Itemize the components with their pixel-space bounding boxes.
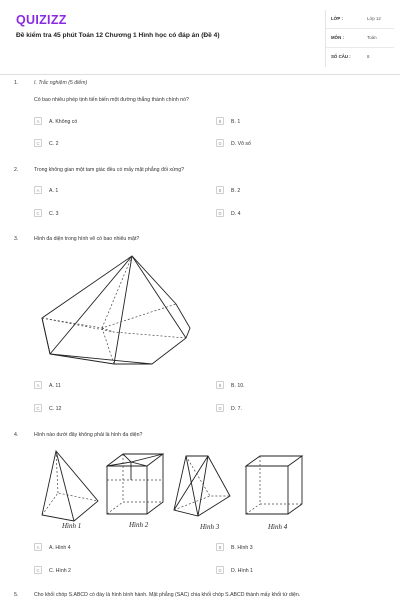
figure-label: Hình 2	[129, 521, 149, 529]
figure-label: Hình 4	[268, 523, 288, 531]
option-label: A. Hình 4	[49, 544, 71, 551]
question-text: Có bao nhiêu phép tịnh tiến biến một đường thẳng thành chính nó?	[34, 97, 189, 103]
option-label: D. 4	[231, 210, 241, 217]
option-label: C. 2	[49, 140, 59, 147]
option-label: C. 3	[49, 210, 59, 217]
option-letter-box: B	[216, 543, 224, 551]
meta-row-count	[326, 48, 394, 66]
option-letter-box: C	[34, 209, 42, 217]
question-number: 5.	[14, 592, 19, 598]
option-label: A. 11	[49, 382, 61, 389]
option-label: B. 1	[231, 118, 241, 125]
option-letter-box: C	[34, 566, 42, 574]
option-label: C. 12	[49, 405, 62, 412]
option-letter-box: A	[34, 543, 42, 551]
polyhedron-figure	[36, 252, 206, 372]
option-label: D. Hình 1	[231, 567, 253, 574]
option-letter-box: D	[216, 139, 224, 147]
question-text: Cho khối chóp S.ABCD có đáy là hình bình hành. Mặt phẳng (SAC) chia khối chóp S.ABCD thành mấy khối tứ diện.	[34, 592, 301, 598]
section-title: I. Trắc nghiệm (5 điểm)	[34, 80, 88, 86]
figure-label: Hình 1	[62, 522, 82, 530]
meta-label: SỐ CÂU :	[331, 54, 351, 59]
question-number: 1.	[14, 80, 19, 86]
meta-value: 8	[367, 54, 370, 59]
option-letter-box: C	[34, 139, 42, 147]
meta-value: Lớp 12	[367, 16, 381, 21]
worksheet-header	[0, 0, 400, 74]
figure-label: Hình 3	[200, 523, 220, 531]
quizizz-logo: QUIZIZZ	[16, 13, 67, 27]
option-label: A. Không có	[49, 118, 78, 125]
option-letter-box: C	[34, 404, 42, 412]
meta-label: MÔN :	[331, 35, 344, 40]
question-number: 3.	[14, 236, 19, 242]
meta-row-class	[326, 10, 394, 29]
option-label: A. 1	[49, 187, 59, 194]
header-divider	[0, 74, 400, 75]
figure-shape-2	[101, 450, 171, 532]
option-label: D. Vô số	[231, 140, 251, 147]
option-letter-box: A	[34, 117, 42, 125]
question-text: Hình đa diện trong hình vẽ có bao nhiêu mặt?	[34, 236, 140, 242]
meta-label: LỚP :	[331, 16, 343, 21]
worksheet-title: Đề kiểm tra 45 phút Toán 12 Chương 1 Hình học có đáp án (Đề 4)	[16, 32, 220, 39]
option-letter-box: D	[216, 209, 224, 217]
option-letter-box: D	[216, 404, 224, 412]
meta-table	[325, 10, 394, 67]
question-text: Hình nào dưới đây không phải là hình đa diện?	[34, 432, 143, 438]
option-letter-box: B	[216, 186, 224, 194]
option-label: B. Hình 3	[231, 544, 253, 551]
figure-shape-3	[170, 452, 234, 534]
option-label: D. 7.	[231, 405, 242, 412]
question-number: 4.	[14, 432, 19, 438]
option-label: B. 2	[231, 187, 241, 194]
option-label: B. 10.	[231, 382, 245, 389]
option-letter-box: B	[216, 381, 224, 389]
question-text: Trong không gian một tam giác đều có mấy mặt phẳng đối xứng?	[34, 167, 185, 173]
option-letter-box: A	[34, 186, 42, 194]
meta-row-subject	[326, 29, 394, 48]
option-label: C. Hình 2	[49, 567, 71, 574]
option-letter-box: D	[216, 566, 224, 574]
option-letter-box: A	[34, 381, 42, 389]
question-number: 2.	[14, 167, 19, 173]
figure-shape-1	[36, 447, 102, 533]
meta-value: Toán	[367, 35, 377, 40]
option-letter-box: B	[216, 117, 224, 125]
figure-shape-4	[240, 452, 312, 534]
